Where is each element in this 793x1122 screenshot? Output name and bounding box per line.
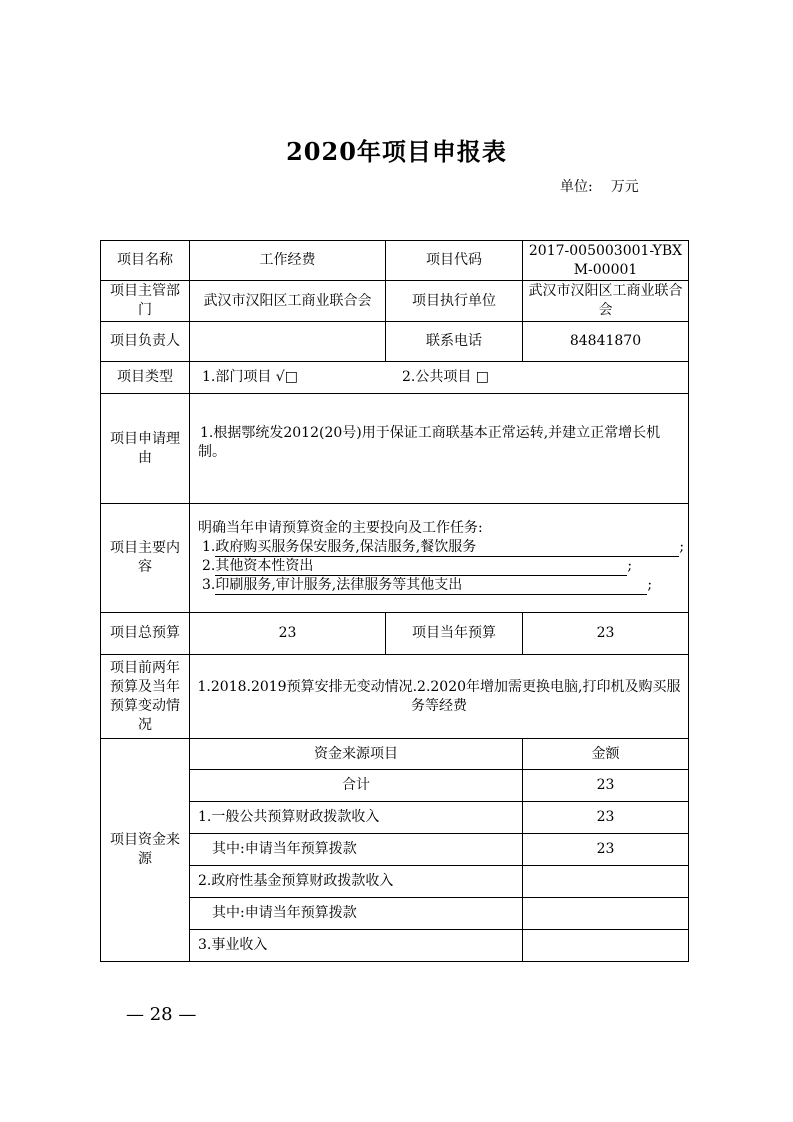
content-intro: 明确当年申请预算资金的主要投向及工作任务: (198, 520, 483, 536)
content-item-3-text: 印刷服务,审计服务,法律服务等其他支出 (215, 577, 647, 595)
executing-unit-label: 项目执行单位 (386, 281, 523, 322)
funding-amount: 23 (523, 834, 689, 866)
executing-unit-value: 武汉市汉阳区工商业联合会 (523, 281, 689, 322)
department-value: 武汉市汉阳区工商业联合会 (190, 281, 386, 322)
unit-label: 单位: (560, 179, 593, 195)
phone-label: 联系电话 (386, 322, 523, 362)
row-project-name (101, 241, 689, 281)
funding-header-row (101, 739, 689, 770)
content-item-2-number: 2. (202, 558, 216, 574)
content-item-2 (198, 557, 682, 576)
type-option-public: 2.公共项目 □ (402, 369, 490, 385)
project-form-table (100, 240, 689, 962)
content-item-1-text: 政府购买服务保安服务,保洁服务,餐饮服务 (215, 539, 679, 557)
funding-row (101, 802, 689, 834)
project-name-label: 项目名称 (101, 241, 190, 281)
page-number: — 28 — (126, 1004, 197, 1025)
funding-row (101, 834, 689, 866)
phone-value: 84841870 (523, 322, 689, 362)
main-content-label: 项目主要内容 (101, 504, 190, 613)
funding-amount (523, 930, 689, 962)
project-name-value: 工作经费 (190, 241, 386, 281)
owner-value (190, 322, 386, 362)
page-title: 2020年项目申报表 (286, 137, 507, 166)
row-department (101, 281, 689, 322)
row-budget-change (101, 655, 689, 739)
funding-row (101, 898, 689, 930)
funding-row (101, 930, 689, 962)
funding-source-name: 2.政府性基金预算财政拨款收入 (190, 866, 523, 898)
reason-value: 1.根据鄂统发2012(20号)用于保证工商联基本正常运转,并建立正常增长机制。 (190, 394, 689, 504)
total-budget-label: 项目总预算 (101, 613, 190, 655)
content-item-1-number: 1. (202, 539, 216, 555)
content-item-1 (198, 538, 685, 557)
project-type-label: 项目类型 (101, 362, 190, 394)
row-reason (101, 394, 689, 504)
funding-row (101, 866, 689, 898)
project-type-options (190, 362, 689, 394)
funding-amount (523, 898, 689, 930)
funding-source-name: 合计 (190, 770, 523, 802)
type-option-department: 1.部门项目 √□ (202, 369, 298, 385)
project-code-value: 2017-005003001-YBXM-00001 (523, 241, 689, 281)
content-item-2-text: 其他资本性资出 (215, 558, 627, 576)
owner-label: 项目负责人 (101, 322, 190, 362)
content-item-1-semicolon: ; (679, 539, 685, 555)
row-budget (101, 613, 689, 655)
funding-col-source: 资金来源项目 (190, 739, 523, 770)
funding-source-label: 项目资金来源 (101, 739, 190, 962)
project-code-label: 项目代码 (386, 241, 523, 281)
budget-change-label: 项目前两年预算及当年预算变动情况 (101, 655, 190, 739)
funding-amount: 23 (523, 802, 689, 834)
content-item-2-semicolon: ; (627, 558, 633, 574)
funding-col-amount: 金额 (523, 739, 689, 770)
funding-source-name: 其中:申请当年预算拨款 (190, 834, 523, 866)
total-budget-value: 23 (190, 613, 386, 655)
reason-label: 项目申请理由 (101, 394, 190, 504)
unit-line (560, 176, 657, 196)
row-project-type (101, 362, 689, 394)
funding-source-name: 3.事业收入 (190, 930, 523, 962)
unit-value: 万元 (610, 179, 639, 195)
content-item-3-number: 3. (202, 577, 216, 593)
year-budget-label: 项目当年预算 (386, 613, 523, 655)
funding-amount (523, 866, 689, 898)
content-item-3 (198, 576, 682, 595)
funding-source-name: 其中:申请当年预算拨款 (190, 898, 523, 930)
funding-row (101, 770, 689, 802)
main-content-value (190, 504, 689, 613)
content-item-3-semicolon: ; (647, 577, 653, 593)
row-main-content (101, 504, 689, 613)
funding-source-name: 1.一般公共预算财政拨款收入 (190, 802, 523, 834)
funding-amount: 23 (523, 770, 689, 802)
budget-change-value: 1.2018.2019预算安排无变动情况.2.2020年增加需更换电脑,打印机及购买服务等经费 (190, 655, 689, 739)
year-budget-value: 23 (523, 613, 689, 655)
department-label: 项目主管部门 (101, 281, 190, 322)
row-owner (101, 322, 689, 362)
